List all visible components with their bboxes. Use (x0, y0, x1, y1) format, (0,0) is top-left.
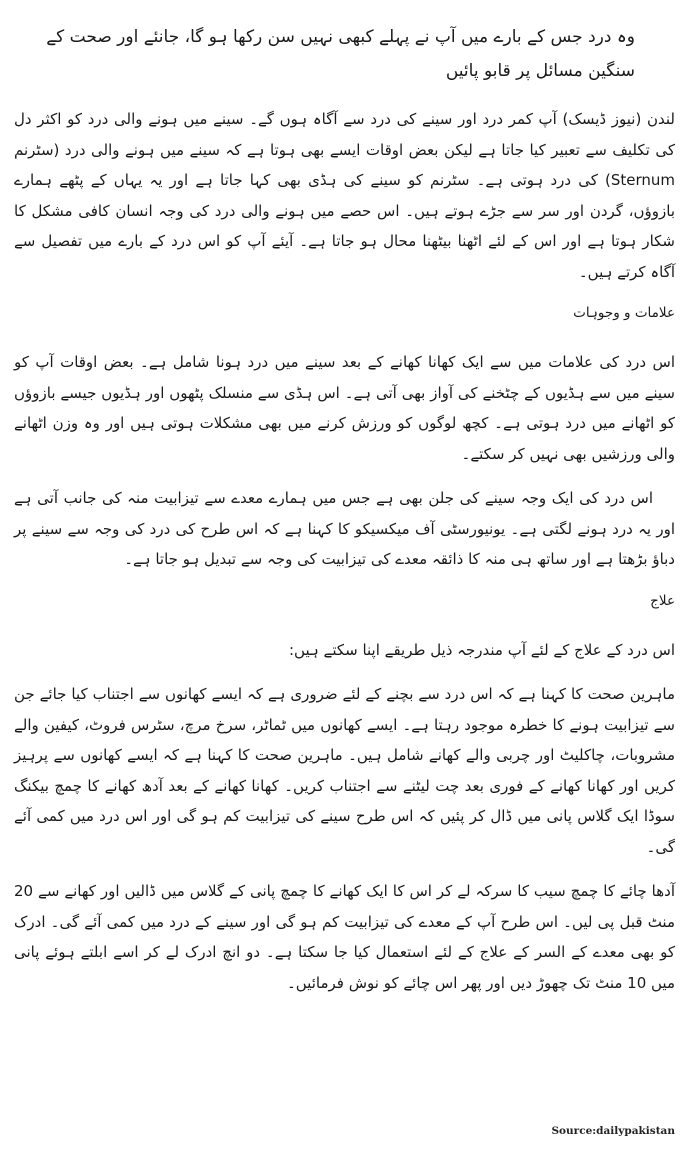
treatment-intro: اس درد کے علاج کے لئے آپ مندرجہ ذیل طریقے اپنا سکتے ہیں: (288, 640, 675, 659)
symptoms-heading: علامات و وجوہات (573, 305, 675, 321)
treatment-paragraph-2: آدھا چائے کا چمچ سیب کا سرکہ لے کر اس کا ایک کھانے کا چمچ پانی کے گلاس میں ڈالیں اور کھانے سے 20 منٹ قبل پی لیں۔ اس طرح آپ کے معدے کی تیزابیت کم ہو گی اور سینے کے درد میں کمی آئے گی۔ ادرک کو بھی معدے کے السر کے علاج کے لئے استعمال کیا جا سکتا ہے۔ دو انچ ادرک لے کر اسے ابلتے ہوئے پانی میں 10 منٹ تک چھوڑ دیں اور پھر اس چائے کو نوش فرمائیں۔ (14, 882, 675, 992)
article-headline: وہ درد جس کے بارے میں آپ نے پہلے کبھی نہیں سن رکھا ہو گا، جانئے اور صحت کے سنگین مسائل پر قابو پائیں (46, 27, 635, 81)
source-credit: Source:dailypakistan (551, 1125, 675, 1137)
symptoms-paragraph-1: اس درد کی علامات میں سے ایک کھانا کھانے کے بعد سینے میں درد ہونا شامل ہے۔ بعض اوقات آپ کو سینے میں سے ہڈیوں کے چٹخنے کی آواز بھی آتی ہے۔ اس ہڈی سے منسلک پٹھوں اور ہڈیوں جیسے بازوؤں کو اٹھانے میں درد ہوتی ہے۔ کچھ لوگوں کو ورزش کرنے میں بھی مشکلات ہوتی ہیں اور وہ وزن اٹھانے والی ورزشیں بھی نہیں کر سکتے۔ (14, 353, 675, 463)
intro-paragraph: لندن (نیوز ڈیسک) آپ کمر درد اور سینے کی درد سے آگاہ ہوں گے۔ سینے میں ہونے والی درد کو اکثر دل کی تکلیف سے تعبیر کیا جاتا ہے لیکن بعض اوقات ایسے بھی ہوتا ہے کہ سینے میں ہونے والی درد (سٹرنم Sternum) کی درد ہوتی ہے۔ سٹرنم کو سینے کی ہڈی بھی کہا جاتا ہے اور یہ یہاں کے پٹھے ہمارے بازوؤں، گردن اور سر سے جڑے ہوتے ہیں۔ اس حصے میں ہونے والی درد کی وجہ انسان کافی مشکل کا شکار ہوتا ہے اور اس کے لئے اٹھنا بیٹھنا محال ہو جاتا ہے۔ آیئے آپ کو اس درد کے بارے میں تفصیل سے آگاہ کرتے ہیں۔ (14, 110, 675, 281)
symptoms-paragraph-2: اس درد کی ایک وجہ سینے کی جلن بھی ہے جس میں ہمارے معدے سے تیزابیت منہ کی جانب آتی ہے اور یہ درد ہونے لگتی ہے۔ یونیورسٹی آف میکسیکو کا کہنا ہے کہ اس طرح کی درد کی وجہ سے سینے پر دباؤ بڑھتا ہے اور ساتھ ہی منہ کا ذائقہ معدے کی تیزابیت کی وجہ سے تبدیل ہو جاتا ہے۔ (14, 489, 675, 568)
treatment-heading: علاج (650, 592, 675, 609)
treatment-paragraph-1: ماہرین صحت کا کہنا ہے کہ اس درد سے بچنے کے لئے ضروری ہے کہ ایسے کھانوں سے اجتناب کیا جائے جن سے تیزابیت ہونے کا خطرہ موجود رہتا ہے۔ ایسے کھانوں میں ٹماٹر، سرخ مرچ، سٹرس فروٹ، کیفین والے مشروبات، چاکلیٹ اور چربی والے کھانے شامل ہیں۔ ماہرین صحت کا کہنا ہے کہ ایسے کھانوں سے پرہیز کریں اور کھانا کھانے کے فوری بعد چت لیٹنے سے اجتناب کریں۔ کھانا کھانے کے بعد آدھ کھانے کا چمچ بیکنگ سوڈا ایک گلاس پانی میں ڈال کر پئیں کہ اس طرح سینے کی تیزابیت کم ہو گی اور اس درد میں کمی آئے گی۔ (14, 685, 675, 856)
